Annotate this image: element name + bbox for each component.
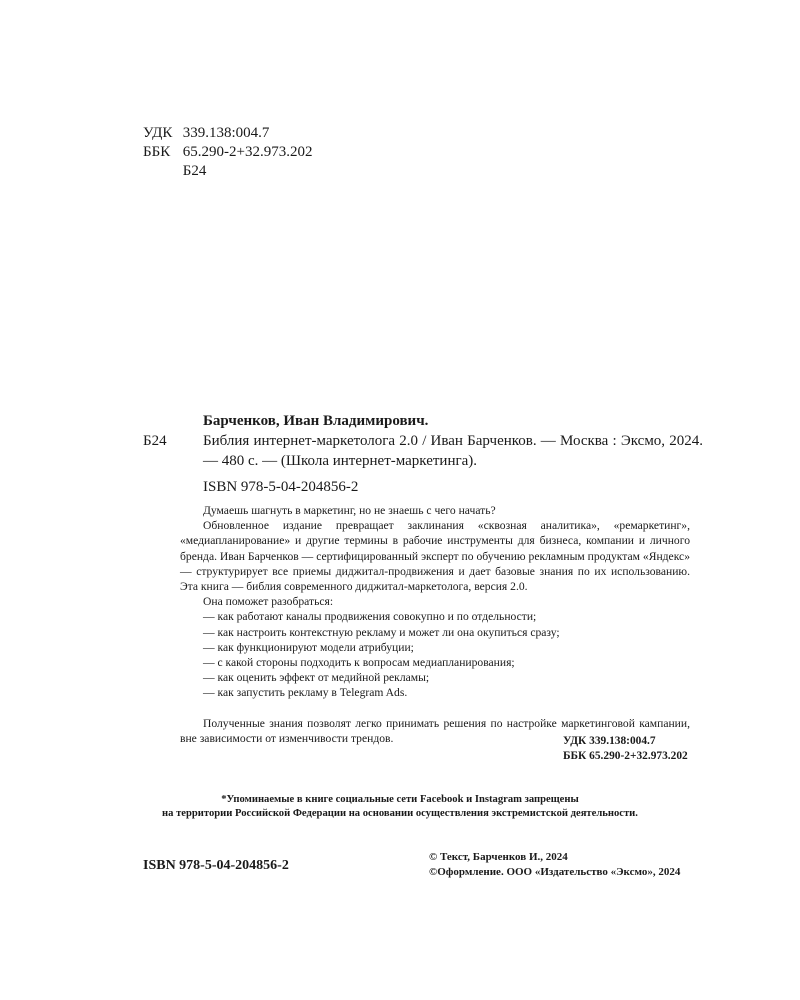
list-item: — как оценить эффект от медийной рекламы; xyxy=(203,671,430,685)
footnote-line-1: *Упоминаемые в книге социальные сети Facebook и Instagram запрещены xyxy=(221,794,579,805)
list-item: — как настроить контекстную рекламу и может ли она окупиться сразу; xyxy=(203,625,560,639)
annotation-body: Обновленное издание превращает заклинания «сквозная аналитика», «ремаркетинг», «медиапланирование» и другие термины в рабочие инструменты для бизнеса, компании и личного бренда. Иван Барченков — сертифицированный эксперт по обучению рекламным продуктам «Яндекс» — структурирует все приемы диджитал-продвижения и дает базовые знания по их использованию. Эта книга — библия современного диджитал-маркетолога, версия 2.0. xyxy=(180,519,690,594)
entry-description: Библия интернет-маркетолога 2.0 / Иван Барченков. — Москва : Эксмо, 2024. — 480 с. — (Школа интернет-маркетинга). xyxy=(203,433,703,469)
annotation-codes xyxy=(563,734,688,764)
copyright-design: ©Оформление. ООО «Издательство «Эксмо», 2024 xyxy=(429,866,681,878)
entry-code: Б24 xyxy=(143,433,167,449)
bbk-row xyxy=(143,143,312,162)
list-item: — с какой стороны подходить к вопросам медиапланирования; xyxy=(203,656,515,670)
annotation-conclusion: Полученные знания позволят легко принимать решения по настройке маркетинговой кампании, вне зависимости от изменчивости трендов. xyxy=(180,716,690,745)
annotation-bbk: ББК 65.290-2+32.973.202 xyxy=(563,750,688,762)
copyright-block xyxy=(429,850,680,880)
entry-isbn: ISBN 978-5-04-204856-2 xyxy=(203,479,359,495)
annotation xyxy=(180,503,690,746)
bbk-label: ББК xyxy=(143,144,171,160)
list-item: — как работают каналы продвижения совокупно и по отдельности; xyxy=(203,610,537,624)
copyright-text: © Текст, Барченков И., 2024 xyxy=(429,851,568,863)
author-heading: Барченков, Иван Владимирович. xyxy=(203,413,429,429)
annotation-udk: УДК 339.138:004.7 xyxy=(563,735,656,747)
footnote-line-2: на территории Российской Федерации на основании осуществления экстремистской деятельности. xyxy=(162,808,638,819)
udk-label: УДК xyxy=(143,125,173,141)
bbk-value: 65.290-2+32.973.202 xyxy=(182,144,313,160)
catalog-entry xyxy=(143,432,703,471)
author-mark: Б24 xyxy=(182,163,207,179)
udk-row xyxy=(143,124,269,143)
annotation-list xyxy=(203,609,690,700)
annotation-question: Думаешь шагнуть в маркетинг, но не знаешь с чего начать? xyxy=(203,504,496,517)
author-mark-row xyxy=(143,162,206,181)
list-item: — как функционируют модели атрибуции; xyxy=(203,640,414,654)
list-item: — как запустить рекламу в Telegram Ads. xyxy=(203,686,408,700)
footer-isbn: ISBN 978-5-04-204856-2 xyxy=(143,858,289,873)
udk-value: 339.138:004.7 xyxy=(182,125,270,141)
annotation-list-intro: Она поможет разобраться: xyxy=(203,595,334,609)
footnote xyxy=(130,793,670,821)
